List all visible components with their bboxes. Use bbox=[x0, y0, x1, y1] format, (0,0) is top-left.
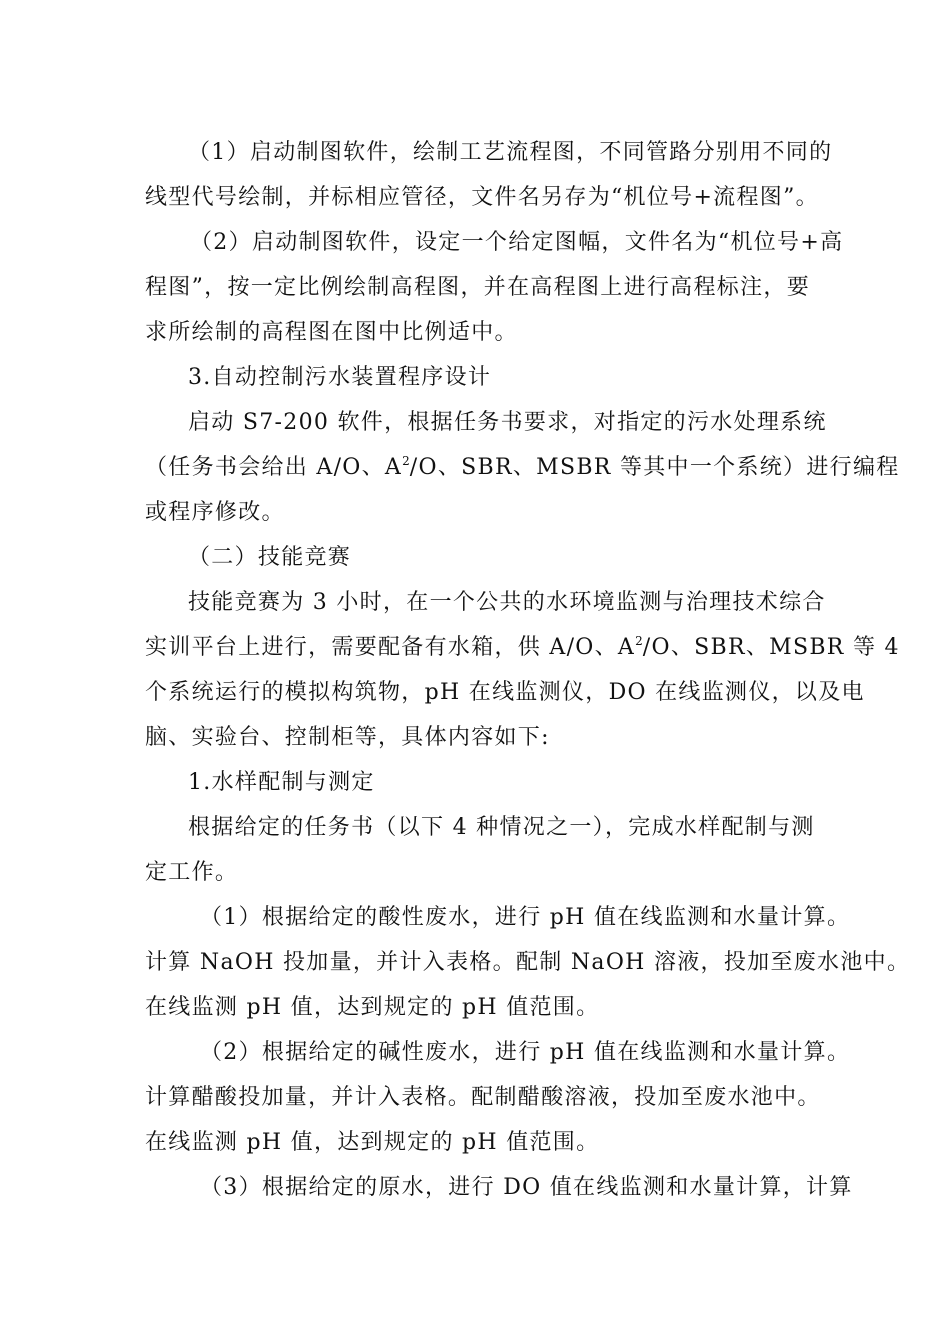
paragraph-plc-line-2 bbox=[145, 453, 900, 483]
superscript: 2 bbox=[635, 634, 643, 648]
paragraph-sample-line-2: 定工作。 bbox=[145, 860, 239, 885]
text-run: /O、SBR、MSBR 等 4 bbox=[642, 635, 900, 660]
section-heading-1: 1.水样配制与测定 bbox=[188, 770, 375, 795]
section-heading-3: 3.自动控制污水装置程序设计 bbox=[188, 365, 492, 390]
paragraph-acid-line-2: 计算 NaOH 投加量，并计入表格。配制 NaOH 溶液，投加至废水池中。 bbox=[145, 950, 911, 975]
paragraph-skills-line-2 bbox=[145, 633, 900, 663]
section-heading-skills: （二）技能竞赛 bbox=[188, 545, 352, 570]
paragraph-skills-line-3: 个系统运行的模拟构筑物，pH 在线监测仪，DO 在线监测仪，以及电 bbox=[145, 680, 865, 705]
text-run: 实训平台上进行，需要配备有水箱，供 A/O、A bbox=[145, 635, 636, 660]
superscript: 2 bbox=[402, 454, 410, 468]
text-run: /O、SBR、MSBR 等其中一个系统）进行编程 bbox=[409, 455, 900, 480]
paragraph-alkali-line-1: （2）根据给定的碱性废水，进行 pH 值在线监测和水量计算。 bbox=[200, 1040, 851, 1065]
paragraph-item-2-line-1: （2）启动制图软件，设定一个给定图幅，文件名为“机位号+高 bbox=[190, 230, 844, 255]
paragraph-item-2-line-2: 程图”，按一定比例绘制高程图，并在高程图上进行高程标注，要 bbox=[145, 275, 810, 300]
paragraph-skills-line-4: 脑、实验台、控制柜等，具体内容如下: bbox=[145, 725, 550, 750]
paragraph-sample-line-1: 根据给定的任务书（以下 4 种情况之一），完成水样配制与测 bbox=[188, 815, 815, 840]
paragraph-alkali-line-2: 计算醋酸投加量，并计入表格。配制醋酸溶液，投加至废水池中。 bbox=[145, 1085, 821, 1110]
text-run: （任务书会给出 A/O、A bbox=[145, 455, 403, 480]
paragraph-item-2-line-3: 求所绘制的高程图在图中比例适中。 bbox=[145, 320, 518, 345]
paragraph-alkali-line-3: 在线监测 pH 值，达到规定的 pH 值范围。 bbox=[145, 1130, 600, 1155]
paragraph-item-1-line-2: 线型代号绘制，并标相应管径，文件名另存为“机位号+流程图”。 bbox=[145, 185, 819, 210]
paragraph-plc-line-3: 或程序修改。 bbox=[145, 500, 285, 525]
paragraph-raw-water-line-1: （3）根据给定的原水，进行 DO 值在线监测和水量计算，计算 bbox=[200, 1175, 853, 1200]
paragraph-item-1-line-1: （1）启动制图软件，绘制工艺流程图，不同管路分别用不同的 bbox=[188, 140, 833, 165]
paragraph-plc-line-1: 启动 S7-200 软件，根据任务书要求，对指定的污水处理系统 bbox=[188, 410, 827, 435]
paragraph-skills-line-1: 技能竞赛为 3 小时，在一个公共的水环境监测与治理技术综合 bbox=[188, 590, 826, 615]
paragraph-acid-line-3: 在线监测 pH 值，达到规定的 pH 值范围。 bbox=[145, 995, 600, 1020]
paragraph-acid-line-1: （1）根据给定的酸性废水，进行 pH 值在线监测和水量计算。 bbox=[200, 905, 851, 930]
